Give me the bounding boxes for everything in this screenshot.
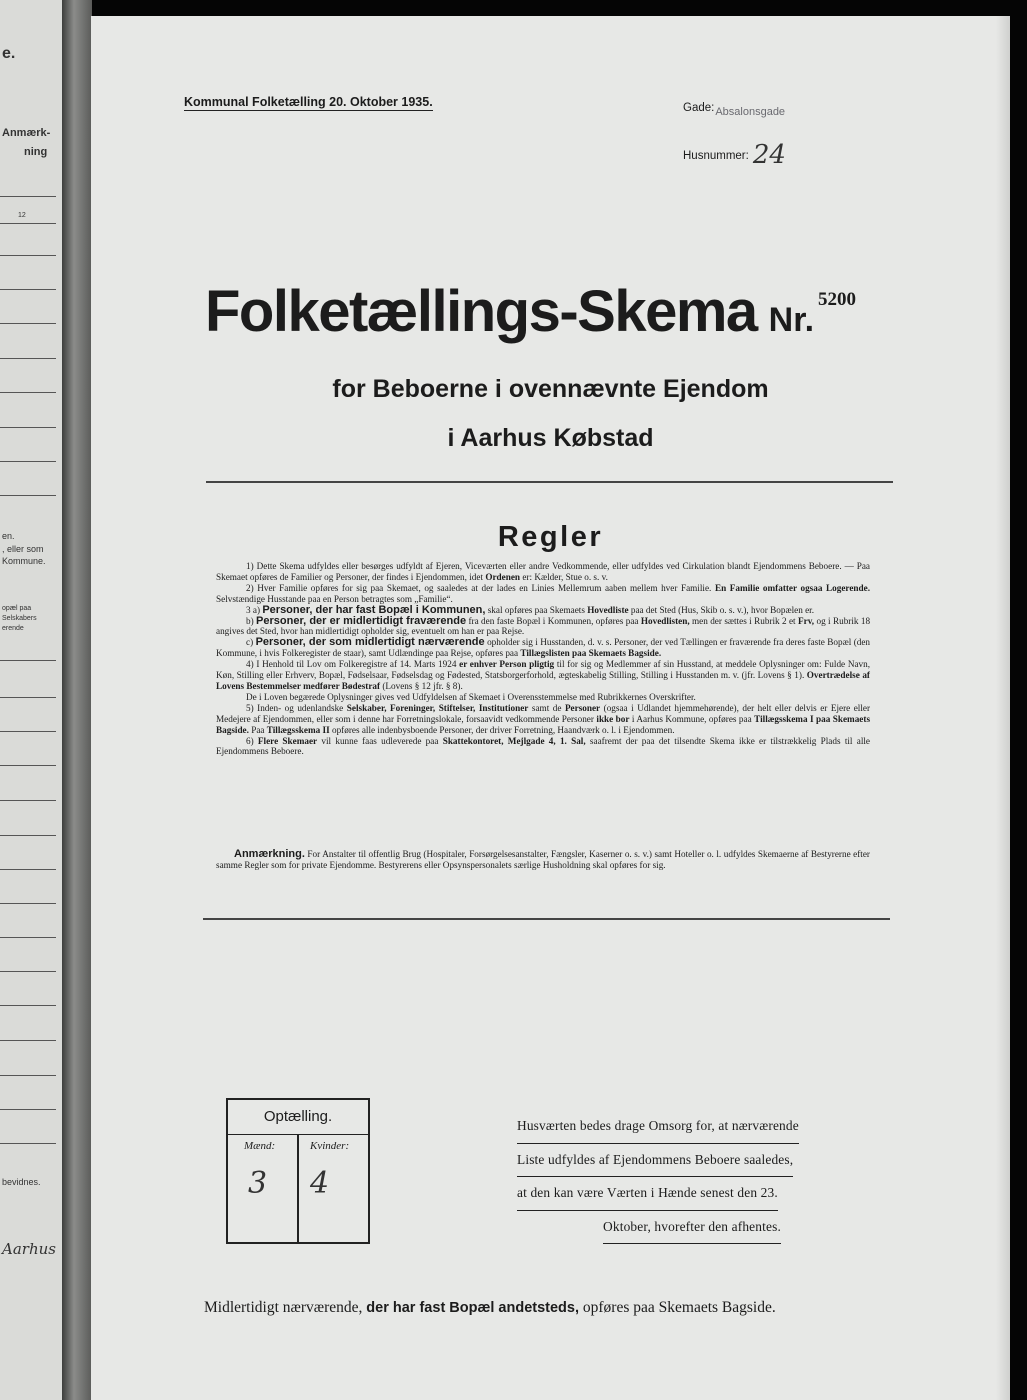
book-spine — [62, 0, 92, 1400]
left-page-rule — [0, 731, 56, 732]
form-title-main: Folketællings-Skema — [205, 279, 757, 344]
left-page-fragment-text: Kommune. — [2, 556, 46, 566]
left-page-col-header-2: ning — [24, 146, 48, 158]
remark-heading: Anmærkning. — [234, 848, 305, 860]
left-page-rule — [0, 255, 56, 256]
left-page-rule — [0, 937, 56, 938]
left-page-rule — [0, 196, 56, 197]
rule-4-cont: De i Loven begærede Oplysninger gives ved Udfyldelsen af Skemaet i Overensstemmelse med Rubrikkernes Overskrifter. — [246, 691, 696, 702]
form-title — [205, 278, 856, 345]
left-page-rule — [0, 660, 56, 661]
left-page-fragment-text: erende — [2, 625, 24, 632]
left-page-rule — [0, 765, 56, 766]
left-page-rule — [0, 1143, 56, 1144]
count-box — [226, 1098, 370, 1244]
remark-text: For Anstalter til offentlig Brug (Hospitaler, Forsørgelsesanstalter, Fængsler, Kaserner o. s. v.) samt Hoteller o. l. udfyldes Skemaerne af Bestyrerne efter samme Regler som for private Ejendomme. Bestyrerens eller Opsynspersonalets særlige Husholdning skal opføres for sig. — [216, 849, 870, 870]
rule-1: 1) Dette Skema udfyldes eller besørges udfyldt af Ejeren, Viceværten eller andre Vedkommende, eller udfyldes ved Cirkulation blandt Ejendommens Beboere. — Paa Skemaet opføres de Familier og Personer, der findes i Ejendommen, idet Ordenen er: Kælder, Stue o. s. v. — [216, 561, 870, 582]
landlord-instructions — [517, 1110, 867, 1244]
house-number-value: 24 — [752, 140, 786, 170]
left-page-fragment-text: , eller som — [2, 544, 44, 554]
divider — [203, 918, 890, 920]
left-page-rule — [0, 800, 56, 801]
rule-5: 5) Inden- og udenlandske Selskaber, Foreninger, Stiftelser, Institutioner samt de Personer (ogsaa i Udlandet hjemmehørende), der helt eller delvis er Ejere eller Medejere af Ejendommen, eller som i denne har Forretningslokale, forsaavidt vedkommende Personer ikke bor i Aarhus Kommune, opføres paa Tillægsskema I paa Skemaets Bagside. Paa Tillægsskema II opføres alle indenbysboende Personer, der driver Forretning, Haandværk o. l. i Ejendommen. — [216, 702, 871, 735]
left-page-rule — [0, 903, 56, 904]
remark-paragraph — [216, 849, 870, 871]
men-count: 3 — [248, 1166, 268, 1201]
house-number-label: Husnummer: — [683, 150, 749, 162]
left-page-rule — [0, 495, 56, 496]
rule-2: 2) Hver Familie opføres for sig paa Skemaet, og saaledes at der lades en Linies Mellemrum aaben mellem hver Familie. En Familie omfatter ogsaa Logerende. Selvstændige Husstande paa en Person betragtes som „Familie“. — [216, 582, 870, 604]
left-page-col-num: 12 — [18, 212, 26, 219]
left-page-rule — [0, 1075, 56, 1076]
left-page-rule — [0, 1040, 56, 1041]
left-page-rule — [0, 1109, 56, 1110]
instruction-line: Oktober, hvorefter den afhentes. — [603, 1211, 781, 1245]
left-page-rule — [0, 392, 56, 393]
instruction-line: Liste udfyldes af Ejendommens Beboere saaledes, — [517, 1144, 793, 1178]
form-subtitle-1: for Beboerne i ovennævnte Ejendom — [332, 375, 769, 403]
street-value: Absalonsgade — [715, 106, 786, 118]
left-page-rule — [0, 1005, 56, 1006]
left-page-rule — [0, 971, 56, 972]
left-page-rule — [0, 697, 56, 698]
left-page-rule — [0, 289, 56, 290]
left-page-fragment-text: en. — [2, 531, 15, 541]
left-page-fragment-text: opæl paa — [2, 605, 32, 612]
left-page-rule — [0, 461, 56, 462]
women-count: 4 — [310, 1166, 330, 1201]
left-page-rule — [0, 835, 56, 836]
rule-6: 6) Flere Skemaer vil kunne faas udleverede paa Skattekontoret, Mejlgade 4, 1. Sal, saafremt der paa det tilsendte Skema ikke er tilstrækkelig Plads til alle Ejendommens Beboere. — [216, 735, 871, 757]
instruction-line: at den kan være Værten i Hænde senest den 23. — [517, 1177, 778, 1211]
house-number-field — [683, 136, 786, 170]
form-subtitle-2: i Aarhus Købstad — [447, 424, 654, 452]
census-header: Kommunal Folketælling 20. Oktober 1935. — [184, 95, 433, 109]
left-page-col-header-1: Anmærk- — [2, 127, 51, 139]
rule-3c: c) Personer, der som midlertidigt nærværende opholder sig i Husstanden, d. v. s. Personer, der ved Tællingen er fraværende fra deres faste Bopæl (den Kommune, i hvis Folkeregister de staar), samt Udlændinge paa Rejse, opføres paa Tillægslisten paa Skemaets Bagside. — [216, 636, 871, 659]
form-number-value: 5200 — [818, 289, 857, 310]
footer-bold: der har fast Bopæl andetsteds, — [366, 1300, 580, 1316]
form-number-label: Nr. — [768, 301, 815, 339]
left-page-top-char: e. — [2, 45, 16, 62]
rule-4: 4) I Henhold til Lov om Folkeregistre af 14. Marts 1924 er enhver Person pligtig til for sig og Medlemmer af sin Husstand, at meddele Oplysninger om: Fulde Navn, Køn, Stilling eller Erhverv, Bopæl, Fødselsaar, Fødselsdag og Fødested, Statsborgerforhold, ægteskabelig Stilling, Stilling i Husstanden m. v. (jfr. Lovens § 1). Overtrædelse af Lovens Bestemmelser medfører Bødestraf (Lovens § 12 jfr. § 8). — [216, 659, 871, 691]
rules-heading: Regler — [497, 521, 604, 553]
left-page-rule — [0, 323, 56, 324]
left-page-signature: Aarhus — [2, 1240, 56, 1258]
rule-3a: 3 a) Personer, der har fast Bopæl i Kommunen, skal opføres paa Skemaets Hovedliste paa det Sted (Hus, Skib o. s. v.), hvor Bopælen er. — [246, 603, 815, 616]
footer-note — [204, 1299, 776, 1317]
footer-post: opføres paa Skemaets Bagside. — [582, 1299, 776, 1316]
left-page-rule — [0, 427, 56, 428]
count-box-divider — [297, 1135, 299, 1242]
background-edge — [1010, 0, 1027, 1400]
women-label: Kvinder: — [310, 1140, 350, 1152]
divider — [206, 481, 893, 483]
left-page-rule — [0, 358, 56, 359]
left-page-rule — [0, 223, 56, 224]
left-page-fragment-text: bevidnes. — [2, 1177, 41, 1187]
left-page-fragment — [0, 0, 63, 1400]
men-label: Mænd: — [244, 1140, 276, 1152]
left-page-fragment-text: Selskabers — [2, 615, 37, 622]
footer-pre: Midlertidigt nærværende, — [204, 1299, 363, 1316]
left-page-rule — [0, 869, 56, 870]
rules-text — [216, 561, 870, 757]
census-form-page — [91, 16, 1010, 1400]
count-box-title: Optælling. — [228, 1100, 368, 1135]
rule-3b: b) Personer, der er midlertidigt fraværende fra den faste Bopæl i Kommunen, opføres paa Hovedlisten, men der sættes i Rubrik 2 et Frv, og i Rubrik 18 angives det Sted, hvor han midlertidigt opholder sig, eventuelt om han er paa Rejse. — [216, 614, 871, 637]
instruction-line: Husværten bedes drage Omsorg for, at nærværende — [517, 1110, 799, 1144]
street-label: Gade: — [683, 102, 715, 114]
street-field — [683, 102, 786, 118]
